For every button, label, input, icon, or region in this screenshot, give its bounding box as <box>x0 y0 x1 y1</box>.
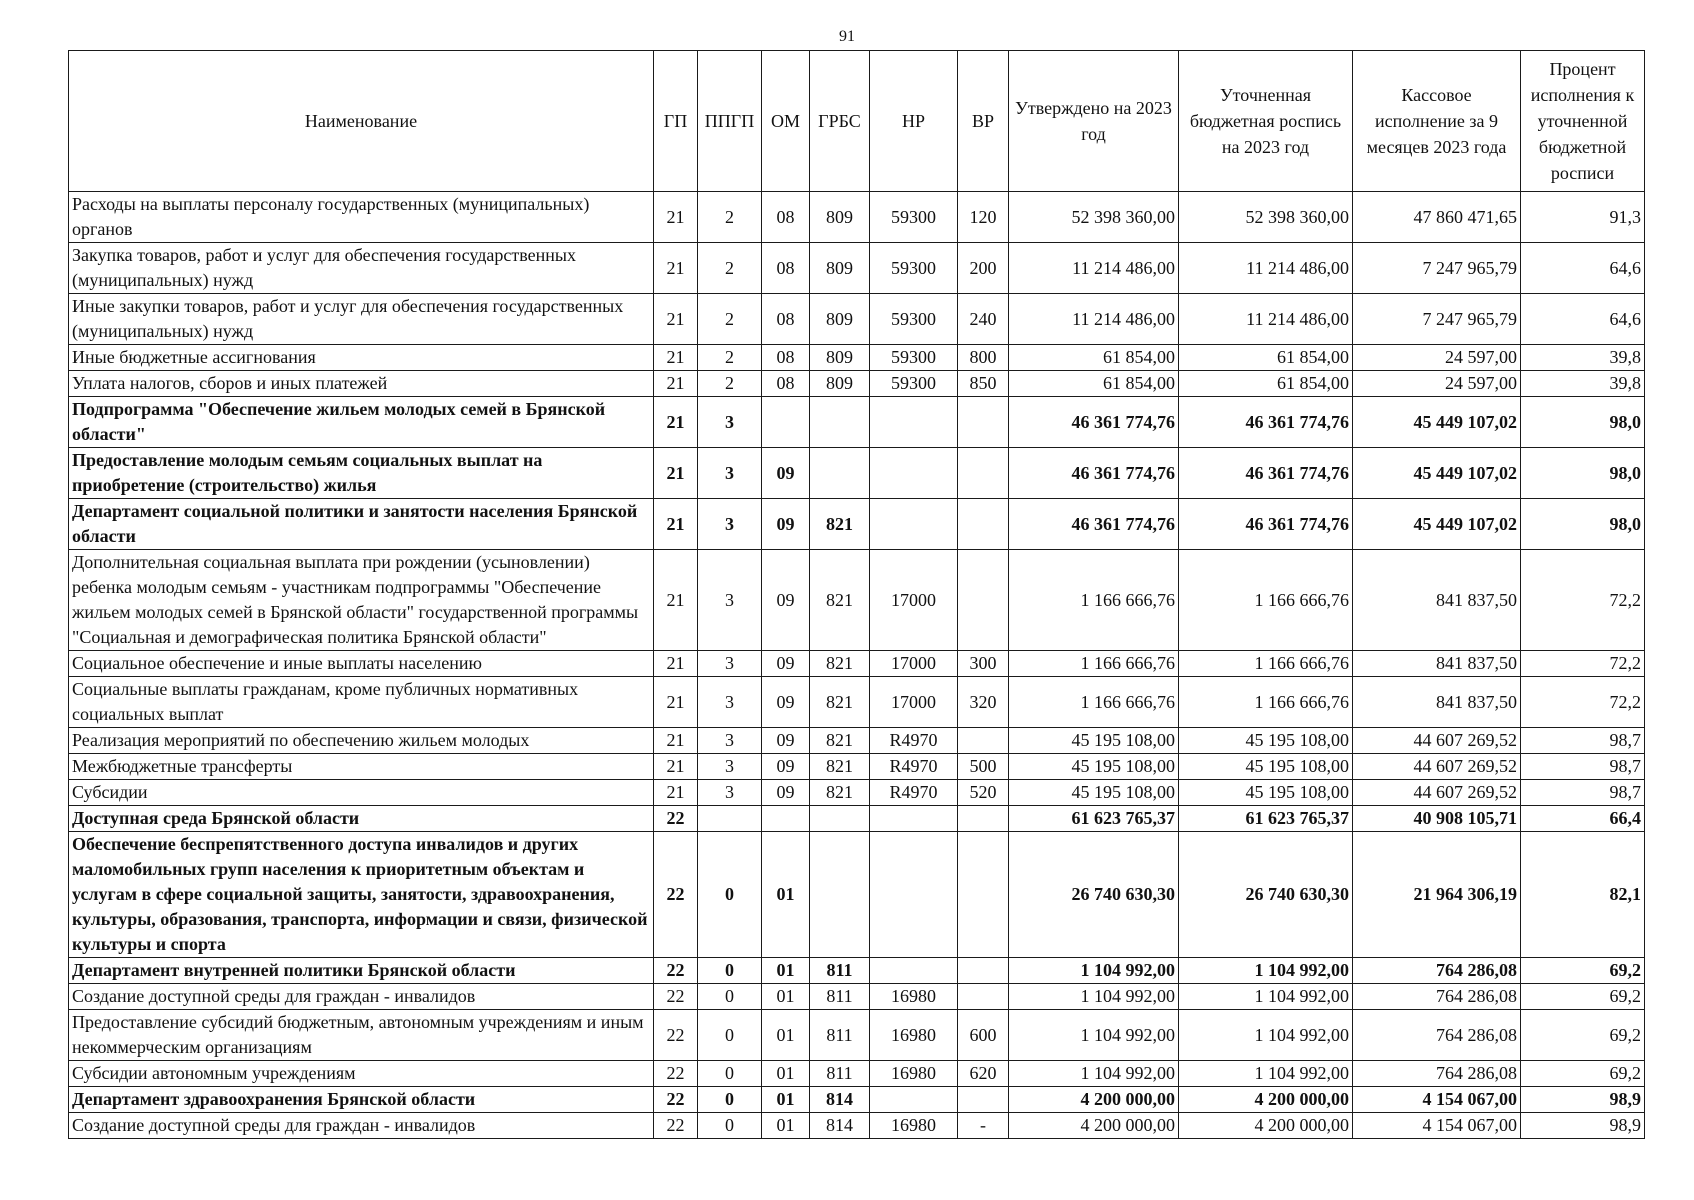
cell-ppgp: 2 <box>698 192 762 243</box>
cell-gp: 22 <box>654 984 698 1010</box>
cell-grbs: 811 <box>810 984 870 1010</box>
table-row <box>69 958 1645 984</box>
cell-vr <box>958 806 1009 832</box>
cell-grbs: 809 <box>810 243 870 294</box>
cell-ppgp: 0 <box>698 1113 762 1139</box>
table-row <box>69 728 1645 754</box>
cell-ppgp: 2 <box>698 345 762 371</box>
cell-om: 09 <box>762 651 810 677</box>
table-header-row <box>69 51 1645 192</box>
cell-vr: 850 <box>958 371 1009 397</box>
cell-vr: 240 <box>958 294 1009 345</box>
cell-om <box>762 806 810 832</box>
cell-name: Межбюджетные трансферты <box>69 754 654 780</box>
cell-vr: 600 <box>958 1010 1009 1061</box>
cell-om: 01 <box>762 1061 810 1087</box>
cell-name: Предоставление молодым семьям социальных выплат на приобретение (строительство) жилья <box>69 448 654 499</box>
cell-vr <box>958 448 1009 499</box>
cell-om: 08 <box>762 371 810 397</box>
cell-gp: 22 <box>654 1087 698 1113</box>
table-row <box>69 1113 1645 1139</box>
cell-nr: 59300 <box>870 371 958 397</box>
cell-refined: 1 104 992,00 <box>1179 984 1353 1010</box>
cell-gp: 22 <box>654 958 698 984</box>
cell-approved: 46 361 774,76 <box>1009 499 1179 550</box>
cell-vr: 520 <box>958 780 1009 806</box>
cell-refined: 45 195 108,00 <box>1179 728 1353 754</box>
cell-vr: 500 <box>958 754 1009 780</box>
cell-grbs: 814 <box>810 1113 870 1139</box>
cell-vr <box>958 1087 1009 1113</box>
cell-vr <box>958 499 1009 550</box>
cell-cash: 7 247 965,79 <box>1353 243 1521 294</box>
table-row <box>69 780 1645 806</box>
cell-name: Департамент внутренней политики Брянской области <box>69 958 654 984</box>
cell-vr: 320 <box>958 677 1009 728</box>
cell-percent: 98,0 <box>1521 397 1645 448</box>
cell-ppgp: 3 <box>698 550 762 651</box>
cell-ppgp: 3 <box>698 448 762 499</box>
cell-percent: 72,2 <box>1521 550 1645 651</box>
cell-vr <box>958 958 1009 984</box>
cell-grbs: 809 <box>810 192 870 243</box>
header-refined: Уточненная бюджетная роспись на 2023 год <box>1179 51 1353 192</box>
cell-percent: 98,0 <box>1521 499 1645 550</box>
cell-refined: 45 195 108,00 <box>1179 780 1353 806</box>
cell-refined: 45 195 108,00 <box>1179 754 1353 780</box>
cell-nr: 59300 <box>870 294 958 345</box>
cell-vr: 800 <box>958 345 1009 371</box>
cell-approved: 1 166 666,76 <box>1009 550 1179 651</box>
header-gp: ГП <box>654 51 698 192</box>
cell-ppgp: 3 <box>698 397 762 448</box>
cell-name: Расходы на выплаты персоналу государственных (муниципальных) органов <box>69 192 654 243</box>
table-body <box>69 192 1645 1139</box>
cell-gp: 21 <box>654 294 698 345</box>
cell-gp: 21 <box>654 754 698 780</box>
cell-approved: 52 398 360,00 <box>1009 192 1179 243</box>
cell-cash: 44 607 269,52 <box>1353 728 1521 754</box>
cell-om: 01 <box>762 1113 810 1139</box>
table-row <box>69 832 1645 958</box>
cell-gp: 22 <box>654 1010 698 1061</box>
cell-ppgp: 3 <box>698 728 762 754</box>
cell-approved: 46 361 774,76 <box>1009 448 1179 499</box>
cell-ppgp: 0 <box>698 958 762 984</box>
header-name: Наименование <box>69 51 654 192</box>
cell-approved: 1 104 992,00 <box>1009 1061 1179 1087</box>
cell-grbs: 821 <box>810 550 870 651</box>
cell-percent: 69,2 <box>1521 984 1645 1010</box>
cell-gp: 21 <box>654 499 698 550</box>
cell-percent: 98,7 <box>1521 728 1645 754</box>
cell-gp: 22 <box>654 832 698 958</box>
cell-grbs: 809 <box>810 371 870 397</box>
table-row <box>69 243 1645 294</box>
cell-grbs: 814 <box>810 1087 870 1113</box>
cell-cash: 764 286,08 <box>1353 1010 1521 1061</box>
cell-cash: 44 607 269,52 <box>1353 780 1521 806</box>
cell-gp: 22 <box>654 806 698 832</box>
table-row <box>69 371 1645 397</box>
cell-cash: 40 908 105,71 <box>1353 806 1521 832</box>
cell-ppgp: 2 <box>698 371 762 397</box>
cell-nr: 16980 <box>870 1113 958 1139</box>
cell-nr: 59300 <box>870 345 958 371</box>
cell-percent: 72,2 <box>1521 677 1645 728</box>
cell-name: Предоставление субсидий бюджетным, автономным учреждениям и иным некоммерческим организациям <box>69 1010 654 1061</box>
cell-percent: 82,1 <box>1521 832 1645 958</box>
cell-gp: 21 <box>654 728 698 754</box>
cell-refined: 26 740 630,30 <box>1179 832 1353 958</box>
table-row <box>69 397 1645 448</box>
cell-name: Социальные выплаты гражданам, кроме публичных нормативных социальных выплат <box>69 677 654 728</box>
cell-name: Иные бюджетные ассигнования <box>69 345 654 371</box>
cell-percent: 91,3 <box>1521 192 1645 243</box>
cell-gp: 21 <box>654 550 698 651</box>
cell-nr: 16980 <box>870 984 958 1010</box>
cell-refined: 52 398 360,00 <box>1179 192 1353 243</box>
header-cash: Кассовое исполнение за 9 месяцев 2023 года <box>1353 51 1521 192</box>
cell-approved: 11 214 486,00 <box>1009 243 1179 294</box>
cell-cash: 24 597,00 <box>1353 371 1521 397</box>
cell-refined: 11 214 486,00 <box>1179 294 1353 345</box>
cell-percent: 39,8 <box>1521 371 1645 397</box>
cell-name: Департамент здравоохранения Брянской области <box>69 1087 654 1113</box>
cell-om: 09 <box>762 780 810 806</box>
page-number: 91 <box>839 28 855 45</box>
cell-grbs: 821 <box>810 728 870 754</box>
cell-grbs <box>810 397 870 448</box>
header-percent: Процент исполнения к уточненной бюджетной росписи <box>1521 51 1645 192</box>
cell-grbs: 821 <box>810 677 870 728</box>
cell-vr <box>958 397 1009 448</box>
cell-om: 08 <box>762 345 810 371</box>
cell-percent: 39,8 <box>1521 345 1645 371</box>
cell-approved: 45 195 108,00 <box>1009 780 1179 806</box>
cell-refined: 46 361 774,76 <box>1179 499 1353 550</box>
cell-om: 01 <box>762 958 810 984</box>
cell-name: Подпрограмма "Обеспечение жильем молодых семей в Брянской области" <box>69 397 654 448</box>
cell-refined: 1 104 992,00 <box>1179 1010 1353 1061</box>
cell-refined: 11 214 486,00 <box>1179 243 1353 294</box>
header-grbs: ГРБС <box>810 51 870 192</box>
cell-approved: 1 166 666,76 <box>1009 651 1179 677</box>
cell-nr <box>870 397 958 448</box>
table-row <box>69 651 1645 677</box>
cell-ppgp: 3 <box>698 651 762 677</box>
cell-cash: 841 837,50 <box>1353 550 1521 651</box>
cell-grbs: 809 <box>810 294 870 345</box>
cell-approved: 11 214 486,00 <box>1009 294 1179 345</box>
cell-refined: 61 623 765,37 <box>1179 806 1353 832</box>
table-row <box>69 1010 1645 1061</box>
cell-nr <box>870 958 958 984</box>
cell-nr: R4970 <box>870 780 958 806</box>
cell-grbs: 821 <box>810 651 870 677</box>
cell-om: 01 <box>762 1087 810 1113</box>
cell-nr <box>870 806 958 832</box>
cell-gp: 22 <box>654 1113 698 1139</box>
cell-cash: 764 286,08 <box>1353 984 1521 1010</box>
cell-nr <box>870 499 958 550</box>
table-row <box>69 984 1645 1010</box>
table-row <box>69 1087 1645 1113</box>
cell-percent: 98,7 <box>1521 780 1645 806</box>
cell-ppgp: 0 <box>698 984 762 1010</box>
cell-grbs <box>810 448 870 499</box>
cell-grbs: 821 <box>810 499 870 550</box>
header-approved: Утверждено на 2023 год <box>1009 51 1179 192</box>
cell-om: 09 <box>762 677 810 728</box>
table-row <box>69 448 1645 499</box>
cell-name: Уплата налогов, сборов и иных платежей <box>69 371 654 397</box>
cell-refined: 1 166 666,76 <box>1179 651 1353 677</box>
cell-om: 01 <box>762 832 810 958</box>
cell-refined: 1 104 992,00 <box>1179 958 1353 984</box>
cell-vr <box>958 550 1009 651</box>
cell-gp: 21 <box>654 448 698 499</box>
cell-gp: 21 <box>654 780 698 806</box>
cell-refined: 1 104 992,00 <box>1179 1061 1353 1087</box>
cell-percent: 98,9 <box>1521 1113 1645 1139</box>
cell-percent: 98,0 <box>1521 448 1645 499</box>
cell-approved: 46 361 774,76 <box>1009 397 1179 448</box>
header-om: ОМ <box>762 51 810 192</box>
table-row <box>69 192 1645 243</box>
cell-name: Создание доступной среды для граждан - инвалидов <box>69 1113 654 1139</box>
header-ppgp: ППГП <box>698 51 762 192</box>
cell-cash: 841 837,50 <box>1353 677 1521 728</box>
cell-gp: 21 <box>654 192 698 243</box>
cell-approved: 1 104 992,00 <box>1009 1010 1179 1061</box>
cell-percent: 98,9 <box>1521 1087 1645 1113</box>
cell-vr: - <box>958 1113 1009 1139</box>
cell-refined: 46 361 774,76 <box>1179 397 1353 448</box>
cell-ppgp: 0 <box>698 1087 762 1113</box>
cell-grbs: 811 <box>810 958 870 984</box>
cell-om: 09 <box>762 728 810 754</box>
cell-om: 01 <box>762 984 810 1010</box>
cell-percent: 69,2 <box>1521 1061 1645 1087</box>
cell-vr <box>958 728 1009 754</box>
cell-name: Обеспечение беспрепятственного доступа инвалидов и других маломобильных групп населения к приоритетным объектам и услугам в сфере социальной защиты, занятости, здравоохранения, культуры, образования, транспорта, информации и связи, физической культуры и спорта <box>69 832 654 958</box>
cell-name: Субсидии <box>69 780 654 806</box>
cell-ppgp: 0 <box>698 1010 762 1061</box>
cell-name: Дополнительная социальная выплата при рождении (усыновлении) ребенка молодым семьям - участникам подпрограммы "Обеспечение жильем молодых семей в Брянской области" государственной программы "Социальная и демографическая политика Брянской области" <box>69 550 654 651</box>
cell-cash: 45 449 107,02 <box>1353 397 1521 448</box>
cell-cash: 21 964 306,19 <box>1353 832 1521 958</box>
cell-om: 08 <box>762 192 810 243</box>
cell-approved: 45 195 108,00 <box>1009 754 1179 780</box>
cell-approved: 1 166 666,76 <box>1009 677 1179 728</box>
cell-name: Субсидии автономным учреждениям <box>69 1061 654 1087</box>
cell-name: Иные закупки товаров, работ и услуг для обеспечения государственных (муниципальных) нужд <box>69 294 654 345</box>
cell-cash: 4 154 067,00 <box>1353 1113 1521 1139</box>
cell-vr: 200 <box>958 243 1009 294</box>
table-row <box>69 550 1645 651</box>
cell-name: Закупка товаров, работ и услуг для обеспечения государственных (муниципальных) нужд <box>69 243 654 294</box>
cell-vr <box>958 832 1009 958</box>
cell-nr: 16980 <box>870 1010 958 1061</box>
cell-om: 08 <box>762 294 810 345</box>
cell-gp: 22 <box>654 1061 698 1087</box>
cell-nr: R4970 <box>870 728 958 754</box>
cell-name: Социальное обеспечение и иные выплаты населению <box>69 651 654 677</box>
cell-approved: 61 623 765,37 <box>1009 806 1179 832</box>
cell-nr: 59300 <box>870 243 958 294</box>
cell-name: Департамент социальной политики и занятости населения Брянской области <box>69 499 654 550</box>
cell-ppgp: 3 <box>698 677 762 728</box>
table-row <box>69 499 1645 550</box>
cell-gp: 21 <box>654 345 698 371</box>
cell-refined: 4 200 000,00 <box>1179 1087 1353 1113</box>
cell-ppgp: 3 <box>698 780 762 806</box>
cell-cash: 45 449 107,02 <box>1353 499 1521 550</box>
header-nr: НР <box>870 51 958 192</box>
cell-vr: 120 <box>958 192 1009 243</box>
cell-approved: 61 854,00 <box>1009 345 1179 371</box>
cell-refined: 4 200 000,00 <box>1179 1113 1353 1139</box>
cell-approved: 1 104 992,00 <box>1009 958 1179 984</box>
cell-cash: 45 449 107,02 <box>1353 448 1521 499</box>
table-row <box>69 1061 1645 1087</box>
cell-approved: 26 740 630,30 <box>1009 832 1179 958</box>
cell-nr: 59300 <box>870 192 958 243</box>
budget-table <box>68 50 1645 1139</box>
header-vr: ВР <box>958 51 1009 192</box>
cell-grbs <box>810 832 870 958</box>
cell-om: 01 <box>762 1010 810 1061</box>
cell-nr <box>870 1087 958 1113</box>
cell-cash: 841 837,50 <box>1353 651 1521 677</box>
cell-gp: 21 <box>654 677 698 728</box>
cell-nr: R4970 <box>870 754 958 780</box>
cell-om <box>762 397 810 448</box>
cell-vr: 620 <box>958 1061 1009 1087</box>
cell-approved: 1 104 992,00 <box>1009 984 1179 1010</box>
cell-grbs: 821 <box>810 780 870 806</box>
cell-grbs <box>810 806 870 832</box>
cell-cash: 44 607 269,52 <box>1353 754 1521 780</box>
cell-percent: 66,4 <box>1521 806 1645 832</box>
cell-vr <box>958 984 1009 1010</box>
cell-ppgp <box>698 806 762 832</box>
cell-grbs: 821 <box>810 754 870 780</box>
table-row <box>69 677 1645 728</box>
cell-cash: 764 286,08 <box>1353 958 1521 984</box>
cell-gp: 21 <box>654 651 698 677</box>
cell-ppgp: 0 <box>698 832 762 958</box>
cell-nr: 16980 <box>870 1061 958 1087</box>
cell-cash: 7 247 965,79 <box>1353 294 1521 345</box>
cell-nr: 17000 <box>870 550 958 651</box>
cell-refined: 1 166 666,76 <box>1179 550 1353 651</box>
cell-percent: 98,7 <box>1521 754 1645 780</box>
cell-ppgp: 3 <box>698 754 762 780</box>
cell-name: Реализация мероприятий по обеспечению жильем молодых <box>69 728 654 754</box>
cell-om: 09 <box>762 754 810 780</box>
cell-om: 08 <box>762 243 810 294</box>
cell-nr: 17000 <box>870 677 958 728</box>
cell-cash: 47 860 471,65 <box>1353 192 1521 243</box>
cell-approved: 45 195 108,00 <box>1009 728 1179 754</box>
cell-percent: 69,2 <box>1521 1010 1645 1061</box>
cell-vr: 300 <box>958 651 1009 677</box>
cell-refined: 61 854,00 <box>1179 345 1353 371</box>
cell-gp: 21 <box>654 397 698 448</box>
cell-ppgp: 2 <box>698 294 762 345</box>
cell-ppgp: 2 <box>698 243 762 294</box>
cell-percent: 64,6 <box>1521 243 1645 294</box>
cell-gp: 21 <box>654 371 698 397</box>
cell-percent: 72,2 <box>1521 651 1645 677</box>
cell-om: 09 <box>762 550 810 651</box>
table-row <box>69 754 1645 780</box>
cell-om: 09 <box>762 499 810 550</box>
table-row <box>69 345 1645 371</box>
cell-percent: 69,2 <box>1521 958 1645 984</box>
cell-cash: 764 286,08 <box>1353 1061 1521 1087</box>
cell-cash: 24 597,00 <box>1353 345 1521 371</box>
cell-grbs: 809 <box>810 345 870 371</box>
cell-percent: 64,6 <box>1521 294 1645 345</box>
cell-approved: 61 854,00 <box>1009 371 1179 397</box>
cell-nr <box>870 832 958 958</box>
cell-nr: 17000 <box>870 651 958 677</box>
cell-name: Создание доступной среды для граждан - инвалидов <box>69 984 654 1010</box>
cell-ppgp: 3 <box>698 499 762 550</box>
cell-gp: 21 <box>654 243 698 294</box>
cell-refined: 1 166 666,76 <box>1179 677 1353 728</box>
cell-approved: 4 200 000,00 <box>1009 1113 1179 1139</box>
cell-nr <box>870 448 958 499</box>
table-row <box>69 806 1645 832</box>
cell-approved: 4 200 000,00 <box>1009 1087 1179 1113</box>
table-row <box>69 294 1645 345</box>
cell-name: Доступная среда Брянской области <box>69 806 654 832</box>
cell-cash: 4 154 067,00 <box>1353 1087 1521 1113</box>
cell-ppgp: 0 <box>698 1061 762 1087</box>
cell-grbs: 811 <box>810 1010 870 1061</box>
cell-om: 09 <box>762 448 810 499</box>
cell-refined: 61 854,00 <box>1179 371 1353 397</box>
cell-refined: 46 361 774,76 <box>1179 448 1353 499</box>
cell-grbs: 811 <box>810 1061 870 1087</box>
